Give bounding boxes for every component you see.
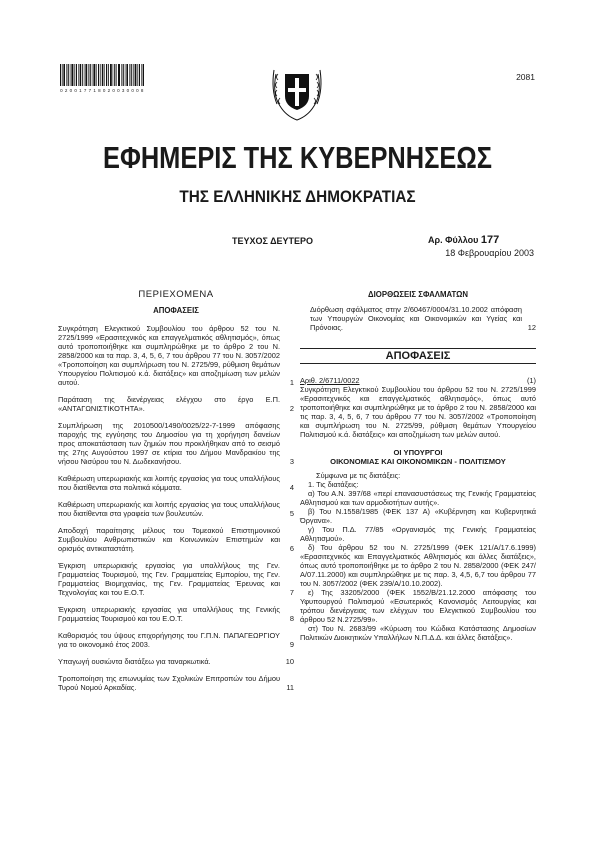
- contents-entry-page: 2: [289, 404, 294, 413]
- issue-label: ΤΕΥΧΟΣ ΔΕΥΤΕΡΟ: [232, 236, 314, 246]
- correction-entry-text: Διόρθωση σφάλματος στην 2/60467/0004/31.10.2002 απόφαση των Υπουργών Οικονομίας και Οικονομικών και Υγείας και Πρόνοιας.: [310, 305, 522, 332]
- corrections-list: [300, 305, 536, 332]
- contents-entry-text: Αποδοχή παραίτησης μέλους του Τομεακού Επιστημονικού Συμβουλίου Ανθρωπιστικών και Κοινωνικών Επιστημών και ορισμός αντικαταστάτη.: [58, 526, 280, 553]
- gazette-title: ΕΦΗΜΕΡΙΣ ΤΗΣ ΚΥΒΕΡΝΗΣΕΩΣ: [103, 140, 492, 175]
- ministries-heading: ΟΙΚΟΝΟΜΙΑΣ ΚΑΙ ΟΙΚΟΝΟΜΙΚΩΝ - ΠΟΛΙΤΙΣΜΟΥ: [330, 457, 506, 466]
- contents-entry-text: Έγκριση υπερωριακής εργασίας για υπαλλήλους της Γενικής Γραμματείας Τουρισμού και του Ε.Ο.Τ.: [58, 605, 280, 623]
- contents-entry: [58, 395, 294, 413]
- gazette-subtitle: ΤΗΣ ΕΛΛΗΝΙΚΗΣ ΔΗΜΟΚΡΑΤΙΑΣ: [179, 187, 416, 206]
- decision-number-row: [300, 376, 536, 385]
- contents-entry-page: 6: [289, 544, 294, 553]
- contents-entry-page: 8: [289, 614, 294, 623]
- sheet-label: Αρ. Φύλλου: [428, 235, 479, 245]
- contents-entry-text: Καθιέρωση υπερωριακής και λοιπής εργασίας για τους υπαλλήλους που διατίθενται στα πολιτικά κόμματα.: [58, 474, 280, 492]
- contents-entry: [58, 500, 294, 518]
- issue-date: 18 Φεβρουαρίου 2003: [445, 248, 534, 258]
- contents-entry-page: 3: [289, 457, 294, 466]
- contents-entry: [58, 657, 294, 666]
- contents-entry-text: Καθιέρωση υπερωριακής και λοιπής εργασίας για τους υπαλλήλους που διατίθενται στα γραφεία των βουλευτών.: [58, 500, 280, 518]
- correction-entry: [300, 305, 536, 332]
- decisions-column: [300, 290, 536, 642]
- contents-entry: [58, 474, 294, 492]
- contents-entry-page: 11: [286, 683, 294, 692]
- decision-item: γ) Του Π.Δ. 77/85 «Οργανισμός της Γενικής Γραμματείας Αθλητισμού».: [300, 525, 536, 543]
- sheet-number-value: 177: [480, 234, 500, 246]
- contents-subheading: ΑΠΟΦΑΣΕΙΣ: [153, 306, 199, 315]
- contents-entry: [58, 561, 294, 597]
- page-number: 2081: [516, 72, 535, 82]
- decisions-heading: ΑΠΟΦΑΣΕΙΣ: [300, 348, 536, 364]
- contents-column: [58, 290, 294, 700]
- decision-item: στ) Του Ν. 2683/99 «Κύρωση του Κώδικα Κατάστασης Δημοσίων Πολιτικών Διοικητικών Υπαλλήλων Ν.Π.Δ.Δ. και άλλες διατάξεις».: [300, 624, 536, 642]
- contents-entry-text: Συμπλήρωση της 2010500/1490/0025/22-7-1999 απόφασης παροχής της εγγύησης του Δημοσίου για τη χορήγηση δανείων προς αποκατάσταση των ζημιών που προκλήθηκαν από το σεισμό της 27ης Αυγούστου 1997 σε κτίρια του Δήμου Μανδρακίου της νήσου Νισύρου του Ν. Δωδεκανήσου.: [58, 421, 280, 466]
- barcode-number: 0 2 0 0 1 7 7 1 8 0 2 0 0 3 0 0 0 8: [60, 88, 144, 93]
- decision-item: ε) Της 33205/2000 (ΦΕΚ 1552/Β/21.12.2000 απόφασης του Υφυπουργού Πολιτισμού «Εσωτερικός Κανονισμός Λειτουργίας και τρόπου διενέργειας των ελέγχων του Ελεγκτικού Συμβουλίου του άρθρου 52 Ν.2725/99».: [300, 588, 536, 624]
- contents-entry: [58, 631, 294, 649]
- contents-entry-text: Έγκριση υπερωριακής εργασίας για υπαλλήλους της Γεν. Γραμματείας Τουρισμού, της Γεν. Γραμματείας Εμπορίου, της Γεν. Γραμματείας Βιομηχανίας, της Γεν. Γραμματείας Έρευνας και Τεχνολογίας και του Ε.Ο.Τ.: [58, 561, 280, 597]
- contents-entry-text: Καθορισμός του ύψους επιχορήγησης του Γ.Π.Ν. ΠΑΠΑΓΕΩΡΓΙΟΥ για το οικονομικό έτος 2003.: [58, 631, 280, 649]
- ministers-heading: ΟΙ ΥΠΟΥΡΓΟΙ: [393, 448, 443, 457]
- contents-entry-page: 5: [289, 509, 294, 518]
- contents-entry-page: 10: [285, 657, 294, 666]
- contents-entry: [58, 605, 294, 623]
- barcode: [60, 64, 144, 86]
- decision-point-1: 1. Τις διατάξεις:: [308, 480, 359, 489]
- contents-entry-page: 7: [289, 588, 294, 597]
- contents-entry-text: Υπαγωγή ουσιώντα διατάξεω για ταναρκωτικά.: [58, 657, 211, 666]
- contents-entry-text: Παράταση της διενέργειας ελέγχου στο έργο Ε.Π. «ΑΝΤΑΓΩΝΙΣΤΙΚΟΤΗΤΑ».: [58, 395, 280, 413]
- contents-entry-text: Συγκρότηση Ελεγκτικού Συμβουλίου του άρθρου 52 του Ν. 2725/1999 «Ερασιτεχνικός και επαγγελματικός αθλητισμός», όπως αυτό τροποποιήθηκε και συμπληρώθηκε με το άρθρο 2 του Ν. 2858/2000 και τα παρ. 3, 4, 5, 6, 7 του άρθρου 77 του Ν. 3057/2002 «Τροποποίηση και συμπλήρωση του Ν. 2725/99, ρύθμιση θεμάτων Υπουργείου Πολιτισμού κ.ά. διατάξεις» και αποζημίωση των μελών αυτού.: [58, 324, 281, 387]
- decision-item: α) Του Α.Ν. 397/68 «περί επανασυστάσεως της Γενικής Γραμματείας Αθλητισμού και των αρμοδιοτήτων αυτής».: [300, 489, 536, 507]
- contents-entry: [58, 421, 294, 466]
- decision-items: [300, 489, 536, 642]
- contents-entry-text: Τροποποίηση της επωνυμίας των Σχολικών Επιτροπών του Δήμου Τυρού Νομού Αρκαδίας.: [58, 674, 280, 692]
- contents-list: [58, 324, 294, 692]
- corrections-heading: ΔΙΟΡΘΩΣΕΙΣ ΣΦΑΛΜΑΤΩΝ: [368, 290, 468, 299]
- decision-title: Συγκρότηση Ελεγκτικού Συμβουλίου του άρθρου 52 του Ν. 2725/1999 «Ερασιτεχνικός και επαγγελματικός αθλητισμός», όπως αυτό τροποποιήθηκε και συμπληρώθηκε με το άρθρο 2 του Ν. 2858/2000 και τις παρ. 3, 4, 5, 6, 7 του άρθρου 77 του Ν. 3057/2002 «Τροποποίηση και συμπλήρωση του Ν. 2725/99, ρύθμιση θεμάτων Υπουργείου Πολιτισμού κ.ά. διατάξεις» και αποζημίωση των μελών αυτού.: [300, 385, 536, 439]
- decision-item: β) Του Ν.1558/1985 (ΦΕΚ 137 Α) «Κυβέρνηση και Κυβερνητικά Όργανα».: [300, 507, 536, 525]
- contents-entry-page: 1: [289, 378, 294, 387]
- decision-intro: Σύμφωνα με τις διατάξεις:: [316, 471, 401, 480]
- decision-index: (1): [526, 376, 536, 385]
- contents-entry-page: 9: [289, 640, 294, 649]
- decision-item: δ) Του άρθρου 52 του Ν. 2725/1999 (ΦΕΚ 121/Α/17.6.1999) «Ερασιτεχνικός και Επαγγελματικός Αθλητισμός και άλλες διατάξεις», όπως αυτό τροποποιήθηκε με το άρθρο 2 του Ν. 2858/2000 (ΦΕΚ 247/Α/07.11.2000) και συμπληρώθηκε με τις παρ. 3, 4,5, 6,7 του άρθρου 77 του Ν. 3057/2002 (ΦΕΚ 239/Α/10.10.2002).: [300, 543, 536, 588]
- correction-entry-page: 12: [527, 323, 536, 332]
- contents-entry: [58, 674, 294, 692]
- sheet-number: [428, 234, 499, 246]
- coat-of-arms-icon: [268, 60, 326, 124]
- decision-number: Αριθ. 2/6711/0022: [300, 376, 360, 385]
- contents-entry-page: 4: [289, 483, 294, 492]
- contents-entry: [58, 526, 294, 553]
- contents-entry: [58, 324, 294, 387]
- contents-heading: ΠΕΡΙΕΧΟΜΕΝΑ: [138, 289, 214, 300]
